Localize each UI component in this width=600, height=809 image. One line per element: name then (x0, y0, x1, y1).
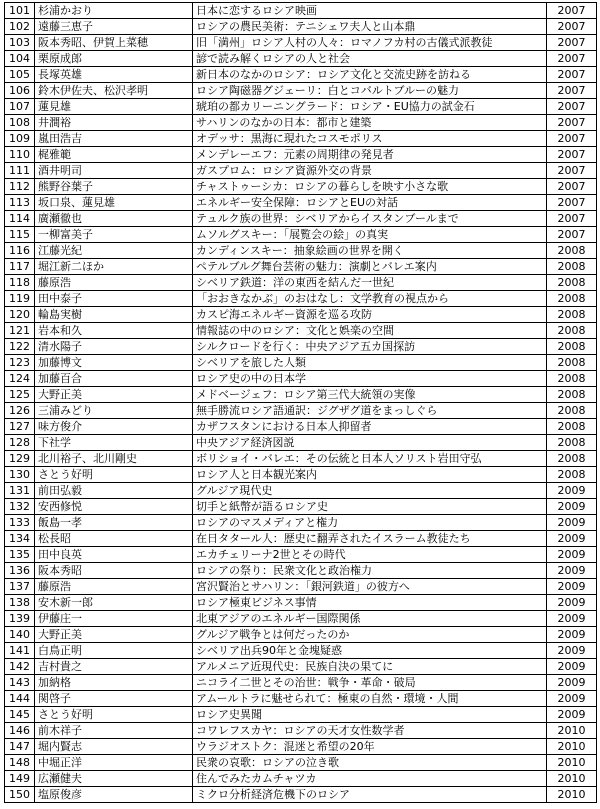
cell-author: 一柳富美子 (35, 227, 193, 243)
cell-number: 137 (5, 579, 35, 595)
cell-author: 堀内賢志 (35, 739, 193, 755)
cell-year: 2008 (547, 403, 597, 419)
cell-number: 105 (5, 67, 35, 83)
cell-year: 2007 (547, 99, 597, 115)
cell-number: 118 (5, 275, 35, 291)
cell-number: 135 (5, 547, 35, 563)
cell-title: テュルク族の世界：シベリアからイスタンブールまで (193, 211, 547, 227)
cell-author: 塩原俊彦 (35, 787, 193, 803)
cell-number: 108 (5, 115, 35, 131)
cell-number: 101 (5, 3, 35, 19)
cell-number: 120 (5, 307, 35, 323)
cell-title: ロシア史の中の日本学 (193, 371, 547, 387)
cell-year: 2008 (547, 419, 597, 435)
cell-year: 2008 (547, 307, 597, 323)
cell-number: 133 (5, 515, 35, 531)
cell-year: 2008 (547, 371, 597, 387)
cell-year: 2008 (547, 451, 597, 467)
cell-number: 136 (5, 563, 35, 579)
cell-author: 田中良英 (35, 547, 193, 563)
table-body (5, 3, 597, 803)
cell-year: 2009 (547, 579, 597, 595)
cell-number: 103 (5, 35, 35, 51)
table-row (5, 611, 597, 627)
cell-year: 2009 (547, 595, 597, 611)
cell-author: 遠藤三恵子 (35, 19, 193, 35)
cell-author: 堀江新二ほか (35, 259, 193, 275)
cell-year: 2009 (547, 499, 597, 515)
table-row (5, 563, 597, 579)
table-row (5, 659, 597, 675)
cell-number: 106 (5, 83, 35, 99)
cell-author: 中堀正洋 (35, 755, 193, 771)
table-row (5, 371, 597, 387)
table-row (5, 355, 597, 371)
table-row (5, 35, 597, 51)
table-row (5, 707, 597, 723)
cell-author: 清水陽子 (35, 339, 193, 355)
cell-author: 関啓子 (35, 691, 193, 707)
cell-number: 122 (5, 339, 35, 355)
table-row (5, 291, 597, 307)
cell-year: 2007 (547, 163, 597, 179)
cell-year: 2009 (547, 675, 597, 691)
table-row (5, 531, 597, 547)
table-row (5, 675, 597, 691)
table-row (5, 323, 597, 339)
cell-number: 111 (5, 163, 35, 179)
cell-title: シベリアを旅した人類 (193, 355, 547, 371)
cell-year: 2009 (547, 643, 597, 659)
cell-number: 114 (5, 211, 35, 227)
cell-year: 2009 (547, 659, 597, 675)
cell-number: 148 (5, 755, 35, 771)
cell-number: 109 (5, 131, 35, 147)
table-row (5, 643, 597, 659)
cell-number: 126 (5, 403, 35, 419)
cell-year: 2007 (547, 195, 597, 211)
cell-number: 121 (5, 323, 35, 339)
cell-author: 前木祥子 (35, 723, 193, 739)
cell-title: メンデレーエフ：元素の周期律の発見者 (193, 147, 547, 163)
cell-title: ロシア陶磁器グジェーリ：白とコバルトブルーの魅力 (193, 83, 547, 99)
cell-author: 岩本和久 (35, 323, 193, 339)
table-row (5, 131, 597, 147)
cell-title: ウラジオストク：混迷と希望の20年 (193, 739, 547, 755)
cell-title: シベリア出兵90年と金塊疑惑 (193, 643, 547, 659)
table-row (5, 547, 597, 563)
cell-number: 129 (5, 451, 35, 467)
cell-title: エネルギー安全保障：ロシアとEUの対話 (193, 195, 547, 211)
cell-number: 138 (5, 595, 35, 611)
cell-number: 142 (5, 659, 35, 675)
cell-number: 150 (5, 787, 35, 803)
cell-title: 諺で読み解くロシアの人と社会 (193, 51, 547, 67)
cell-author: 前田弘毅 (35, 483, 193, 499)
table-row (5, 211, 597, 227)
cell-number: 143 (5, 675, 35, 691)
cell-title: ロシア史異聞 (193, 707, 547, 723)
publication-table (4, 2, 597, 803)
cell-author: 吉村貴之 (35, 659, 193, 675)
cell-number: 119 (5, 291, 35, 307)
cell-year: 2008 (547, 435, 597, 451)
cell-author: さとう好明 (35, 467, 193, 483)
cell-number: 147 (5, 739, 35, 755)
cell-year: 2008 (547, 355, 597, 371)
cell-year: 2007 (547, 147, 597, 163)
cell-number: 144 (5, 691, 35, 707)
cell-title: グルジア戦争とは何だったのか (193, 627, 547, 643)
table-row (5, 451, 597, 467)
cell-title: 在日タタール人：歴史に翻弄されたイスラーム教徒たち (193, 531, 547, 547)
cell-title: ムソルグスキー：「展覧会の絵」の真実 (193, 227, 547, 243)
cell-author: 長塚英雄 (35, 67, 193, 83)
cell-number: 128 (5, 435, 35, 451)
cell-title: ペテルブルグ舞台芸術の魅力：演劇とバレエ案内 (193, 259, 547, 275)
cell-author: 藤原浩 (35, 579, 193, 595)
cell-number: 115 (5, 227, 35, 243)
cell-title: 日本に恋するロシア映画 (193, 3, 547, 19)
cell-number: 102 (5, 19, 35, 35)
cell-number: 124 (5, 371, 35, 387)
cell-title: 「おおきなかぶ」のおはなし：文学教育の視点から (193, 291, 547, 307)
cell-title: シベリア鉄道：洋の東西を結んだ一世紀 (193, 275, 547, 291)
cell-number: 117 (5, 259, 35, 275)
cell-number: 145 (5, 707, 35, 723)
cell-title: ニコライ二世とその治世：戦争・革命・破局 (193, 675, 547, 691)
cell-author: 井澗裕 (35, 115, 193, 131)
cell-number: 116 (5, 243, 35, 259)
cell-number: 107 (5, 99, 35, 115)
cell-year: 2009 (547, 627, 597, 643)
cell-number: 125 (5, 387, 35, 403)
cell-title: カスピ海エネルギー資源を巡る攻防 (193, 307, 547, 323)
table-row (5, 179, 597, 195)
cell-author: 下社学 (35, 435, 193, 451)
cell-title: グルジア現代史 (193, 483, 547, 499)
cell-year: 2009 (547, 707, 597, 723)
cell-author: 江藤光紀 (35, 243, 193, 259)
cell-number: 110 (5, 147, 35, 163)
table-row (5, 307, 597, 323)
table-row (5, 19, 597, 35)
cell-number: 104 (5, 51, 35, 67)
cell-number: 134 (5, 531, 35, 547)
cell-number: 149 (5, 771, 35, 787)
table-row (5, 467, 597, 483)
cell-author: 阪本秀昭、伊賀上菜穂 (35, 35, 193, 51)
cell-title: 無手勝流ロシア語通訳：ジグザグ道をまっしぐら (193, 403, 547, 419)
cell-title: 民衆の哀歌：ロシアの泣き歌 (193, 755, 547, 771)
cell-author: 北川裕子、北川剛史 (35, 451, 193, 467)
cell-title: ロシアの農民美術：テニシェワ夫人と山本鼎 (193, 19, 547, 35)
cell-author: 白鳥正明 (35, 643, 193, 659)
cell-title: ミクロ分析経済危機下のロシア (193, 787, 547, 803)
cell-year: 2010 (547, 723, 597, 739)
table-row (5, 483, 597, 499)
cell-title: ロシア人と日本観光案内 (193, 467, 547, 483)
cell-title: ボリショイ・バレエ：その伝統と日本人ソリスト岩田守弘 (193, 451, 547, 467)
cell-title: カンディンスキー：抽象絵画の世界を開く (193, 243, 547, 259)
cell-year: 2009 (547, 515, 597, 531)
table-row (5, 403, 597, 419)
cell-title: ガスプロム：ロシア資源外交の背景 (193, 163, 547, 179)
table-row (5, 627, 597, 643)
cell-year: 2008 (547, 243, 597, 259)
cell-title: カザフスタンにおける日本人抑留者 (193, 419, 547, 435)
cell-number: 113 (5, 195, 35, 211)
cell-author: 杉浦かおり (35, 3, 193, 19)
cell-author: 坂口泉、蓮見雄 (35, 195, 193, 211)
cell-title: 琥珀の都カリーニングラード：ロシア・EU協力の試金石 (193, 99, 547, 115)
table-row (5, 499, 597, 515)
cell-year: 2010 (547, 771, 597, 787)
table-row (5, 755, 597, 771)
cell-title: 新日本のなかのロシア：ロシア文化と交流史跡を訪ねる (193, 67, 547, 83)
cell-number: 112 (5, 179, 35, 195)
cell-title: 宮沢賢治とサハリン：「銀河鉄道」の彼方へ (193, 579, 547, 595)
cell-year: 2009 (547, 531, 597, 547)
cell-title: 切手と紙幣が語るロシア史 (193, 499, 547, 515)
cell-author: 嵐田浩吉 (35, 131, 193, 147)
cell-author: 大野正美 (35, 627, 193, 643)
cell-author: 加藤百合 (35, 371, 193, 387)
cell-year: 2008 (547, 259, 597, 275)
cell-author: 蓮見雄 (35, 99, 193, 115)
cell-year: 2009 (547, 483, 597, 499)
cell-author: 鈴木伊佐夫、松沢孝明 (35, 83, 193, 99)
cell-title: ロシア極東ビジネス事情 (193, 595, 547, 611)
table-row (5, 275, 597, 291)
cell-author: 田中泰子 (35, 291, 193, 307)
table-row (5, 67, 597, 83)
cell-author: 安西修悦 (35, 499, 193, 515)
cell-year: 2007 (547, 131, 597, 147)
cell-number: 130 (5, 467, 35, 483)
cell-title: オデッサ：黒海に現れたコスモポリス (193, 131, 547, 147)
cell-title: エカチェリーナ2世とその時代 (193, 547, 547, 563)
cell-author: 酒井明司 (35, 163, 193, 179)
cell-author: 梶雅範 (35, 147, 193, 163)
cell-year: 2007 (547, 211, 597, 227)
cell-author: 味方俊介 (35, 419, 193, 435)
cell-year: 2007 (547, 3, 597, 19)
cell-author: 三浦みどり (35, 403, 193, 419)
cell-year: 2008 (547, 291, 597, 307)
table-row (5, 339, 597, 355)
cell-author: 飯島一孝 (35, 515, 193, 531)
cell-title: シルクロードを行く：中央アジア五カ国探訪 (193, 339, 547, 355)
cell-title: 住んでみたカムチャツカ (193, 771, 547, 787)
cell-title: 旧「満州」ロシア人村の人々：ロマノフカ村の古儀式派教徒 (193, 35, 547, 51)
cell-number: 139 (5, 611, 35, 627)
table-row (5, 195, 597, 211)
table-row (5, 147, 597, 163)
table-row (5, 691, 597, 707)
table-row (5, 739, 597, 755)
table-row (5, 51, 597, 67)
table-row (5, 595, 597, 611)
cell-author: 藤原浩 (35, 275, 193, 291)
cell-author: 熊野谷葉子 (35, 179, 193, 195)
cell-year: 2007 (547, 35, 597, 51)
cell-title: チャストゥーシカ：ロシアの暮らしを映す小さな歌 (193, 179, 547, 195)
table-row (5, 723, 597, 739)
table-row (5, 515, 597, 531)
table-row (5, 579, 597, 595)
cell-year: 2010 (547, 755, 597, 771)
cell-author: 松長昭 (35, 531, 193, 547)
cell-title: ロシアのマスメディアと権力 (193, 515, 547, 531)
cell-title: コワレフスカヤ：ロシアの天才女性数学者 (193, 723, 547, 739)
table-row (5, 115, 597, 131)
cell-author: 安木新一郎 (35, 595, 193, 611)
cell-author: 大野正美 (35, 387, 193, 403)
cell-author: 廣瀬徹也 (35, 211, 193, 227)
cell-author: 栗原成郎 (35, 51, 193, 67)
cell-year: 2009 (547, 691, 597, 707)
cell-year: 2007 (547, 115, 597, 131)
table-row (5, 259, 597, 275)
cell-year: 2007 (547, 179, 597, 195)
cell-author: 伊藤庄一 (35, 611, 193, 627)
table-row (5, 787, 597, 803)
table-row (5, 99, 597, 115)
cell-author: 輪島実樹 (35, 307, 193, 323)
cell-title: 北東アジアのエネルギー国際関係 (193, 611, 547, 627)
cell-title: アムールトラに魅せられて：極東の自然・環境・人間 (193, 691, 547, 707)
cell-year: 2007 (547, 19, 597, 35)
cell-number: 123 (5, 355, 35, 371)
table-row (5, 163, 597, 179)
cell-year: 2007 (547, 227, 597, 243)
cell-year: 2009 (547, 563, 597, 579)
cell-author: 加納格 (35, 675, 193, 691)
cell-number: 146 (5, 723, 35, 739)
table-row (5, 435, 597, 451)
cell-title: 情報誌の中のロシア：文化と娯楽の空間 (193, 323, 547, 339)
cell-year: 2008 (547, 275, 597, 291)
table-row (5, 3, 597, 19)
table-row (5, 771, 597, 787)
cell-year: 2009 (547, 547, 597, 563)
cell-title: メドベージェフ：ロシア第三代大統領の実像 (193, 387, 547, 403)
table-row (5, 387, 597, 403)
cell-year: 2008 (547, 323, 597, 339)
cell-title: 中央アジア経済図説 (193, 435, 547, 451)
cell-year: 2008 (547, 467, 597, 483)
cell-title: サハリンのなかの日本：都市と建築 (193, 115, 547, 131)
cell-year: 2007 (547, 83, 597, 99)
cell-author: 加藤博文 (35, 355, 193, 371)
cell-year: 2010 (547, 739, 597, 755)
cell-year: 2008 (547, 387, 597, 403)
cell-number: 132 (5, 499, 35, 515)
cell-year: 2007 (547, 67, 597, 83)
cell-year: 2008 (547, 339, 597, 355)
table-row (5, 419, 597, 435)
cell-title: アルメニア近現代史：民族自決の果てに (193, 659, 547, 675)
cell-number: 131 (5, 483, 35, 499)
cell-number: 140 (5, 627, 35, 643)
cell-year: 2010 (547, 787, 597, 803)
table-row (5, 243, 597, 259)
cell-year: 2007 (547, 51, 597, 67)
cell-year: 2009 (547, 611, 597, 627)
cell-author: 広瀬健夫 (35, 771, 193, 787)
cell-number: 141 (5, 643, 35, 659)
cell-number: 127 (5, 419, 35, 435)
table-row (5, 227, 597, 243)
cell-author: さとう好明 (35, 707, 193, 723)
table-row (5, 83, 597, 99)
cell-title: ロシアの祭り：民衆文化と政治権力 (193, 563, 547, 579)
cell-author: 阪本秀昭 (35, 563, 193, 579)
